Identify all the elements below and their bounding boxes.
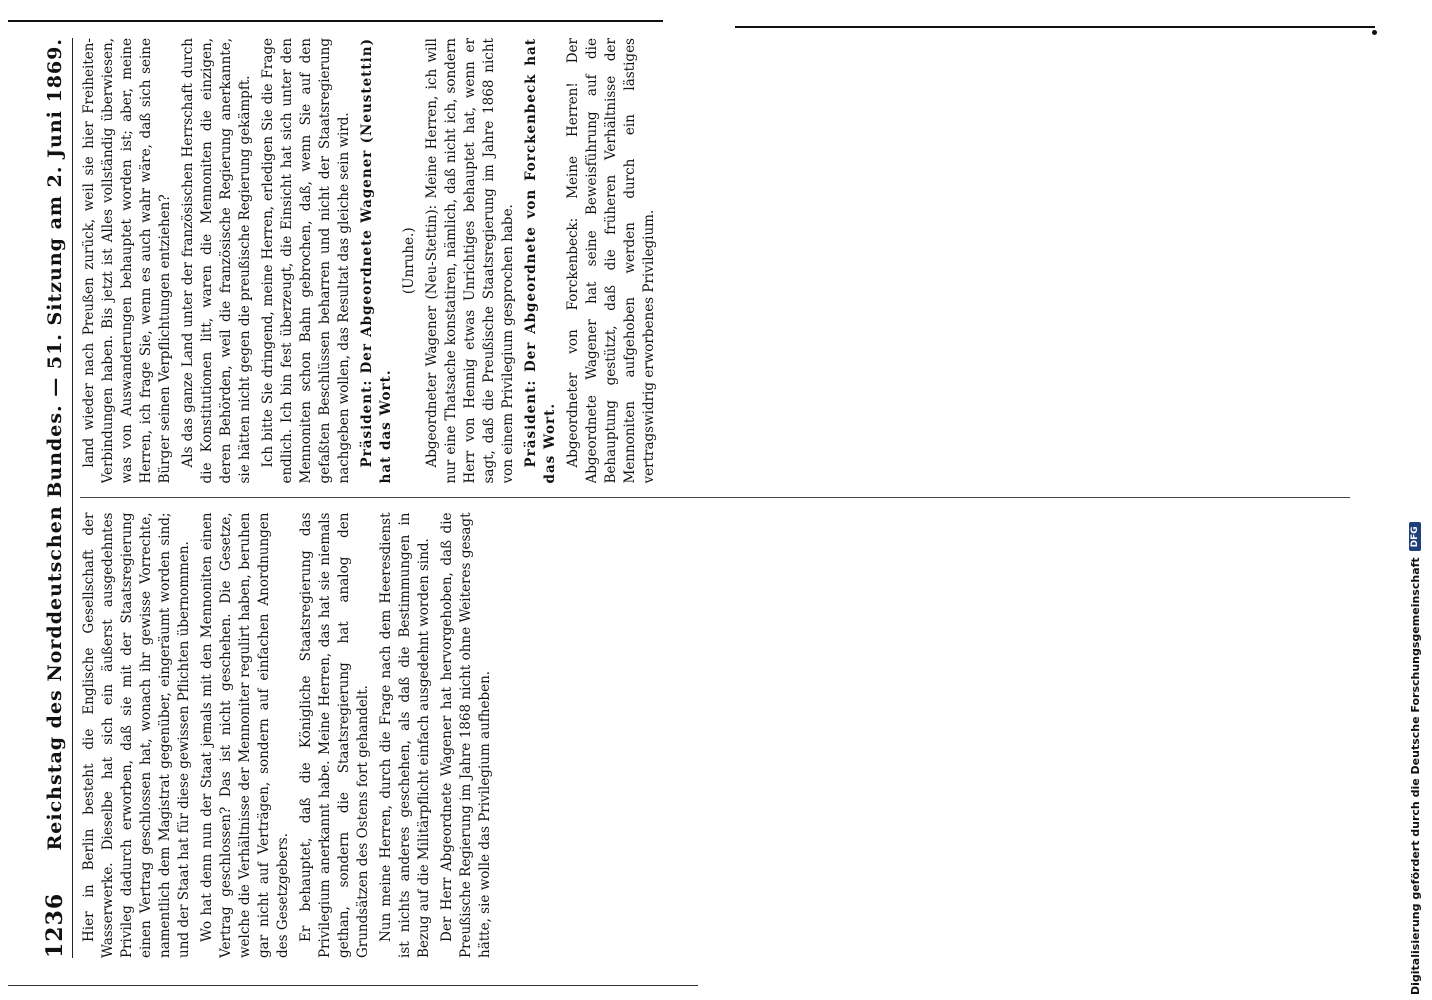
paragraph: land wieder nach Preußen zurück, weil sie hier Freiheiten-Verbindungen haben. Bis jetzt ist Alles vollständig überwiesen, was von Auswanderungen behauptet worden ist; aber, meine Herren, ich frage Sie, wenn es auch wahr wäre, daß sich seine Bürger seinen Verpflichtungen entziehen? — [81, 38, 173, 484]
header-rule-secondary — [735, 26, 1375, 28]
text-column-left — [80, 513, 1350, 959]
speaker-paragraph: Präsident: Der Abgeordnete Wagener (Neustettin) hat das Wort. — [359, 38, 394, 484]
text-columns — [80, 38, 1350, 958]
bottom-rule — [8, 985, 698, 986]
paragraph: Abgeordneter Wagener (Neu-Stettin): Meine Herren, ich will nur eine Thatsache konstatiren, nämlich, daß nicht ich, sondern Herr von Hennig etwas Unrichtiges behauptet hat, wenn er sagt, daß die Preußische Staatsregierung im Jahre 1868 nicht von einem Privilegium gesprochen habe. — [424, 38, 516, 484]
dfg-logo: DFG — [1409, 522, 1421, 551]
paragraph: Er behauptet, daß die Königliche Staatsregierung das Privilegium anerkannt habe. Meine Herren, das hat sie niemals gethan, sondern die Staatsregierung hat analog den Grundsätzen des Ostens fort gehandelt. — [298, 512, 371, 958]
rotated-page — [38, 38, 1358, 958]
digitization-note — [1407, 5, 1423, 995]
page-number: 1236 — [42, 892, 68, 958]
paragraph: Hier in Berlin besteht die Englische Gesellschaft der Wasserwerke. Dieselbe hat sich ein äußerst ausgedehntes Privileg dadurch erworben, daß sie mit der Staatsregierung einen Vertrag geschlossen hat, wonach ihr gewisse Vorrechte, namentlich dem Magistrat gegenüber, eingeräumt worden sind; und der Staat hat für diese gewissen Pflichten übernommen. — [81, 512, 192, 958]
text-column-right — [80, 38, 1350, 484]
page-title: Reichstag des Norddeutschen Bundes. — 51. Sitzung am 2. Juni 1869. — [44, 38, 66, 851]
column-divider — [80, 498, 1350, 499]
paragraph: Der Herr Abgeordnete Wagener hat hervorgehoben, daß die Preußische Regierung im Jahre 1868 nicht ohne Weiteres gesagt hätte, sie wolle das Privilegium aufheben. — [439, 512, 493, 958]
speaker-paragraph: Präsident: Der Abgeordnete von Forckenbeck hat das Wort. — [523, 38, 558, 484]
paragraph: Nun meine Herren, durch die Frage nach dem Heeresdienst ist nichts anderes geschehen, als daß die Bestimmungen in Bezug auf die Militärpflicht einfach ausgedehnt worden sind. — [378, 512, 432, 958]
interjection: (Unruhe.) — [401, 227, 417, 295]
page-header — [38, 38, 73, 958]
paragraph: Abgeordneter von Forckenbeck: Meine Herren! Der Abgeordnete Wagener hat seine Beweisführung auf die Behauptung gestützt, daß die früheren Verhältnisse der Mennoniten aufgehoben werden durch ein lästiges vertragswidrig erworbenes Privilegium. — [565, 38, 657, 484]
paragraph: Als das ganze Land unter der französischen Herrschaft durch die Konstitutionen litt, waren die Mennoniten die einzigen, deren Behörden, weil die französische Regierung anerkannte, sie hätten nicht gegen die preußische Regierung gekämpft. — [180, 38, 253, 484]
paragraph: Ich bitte Sie dringend, meine Herren, erledigen Sie die Frage endlich. Ich bin fest überzeugt, die Einsicht hat sich unter den Mennoniten schon Bahn gebrochen, daß, wenn Sie auf den gefaßten Beschlüssen beharren und nicht der Staatsregierung nachgeben wollen, das Resultat das gleiche sein wird. — [260, 38, 352, 484]
margin-dot — [1372, 30, 1377, 35]
digitization-note-text: Digitalisierung gefördert durch die Deutsche Forschungsgemeinschaft — [1408, 557, 1422, 995]
header-rule — [8, 20, 663, 22]
paragraph: Wo hat denn nun der Staat jemals mit den Mennoniten einen Vertrag geschlossen? Das ist nicht geschehen. Die Gesetze, welche die Verhältnisse der Mennoniter regulirt haben, beruhen gar nicht auf Verträgen, sondern auf einfachen Anordnungen des Gesetzgebers. — [199, 512, 291, 958]
